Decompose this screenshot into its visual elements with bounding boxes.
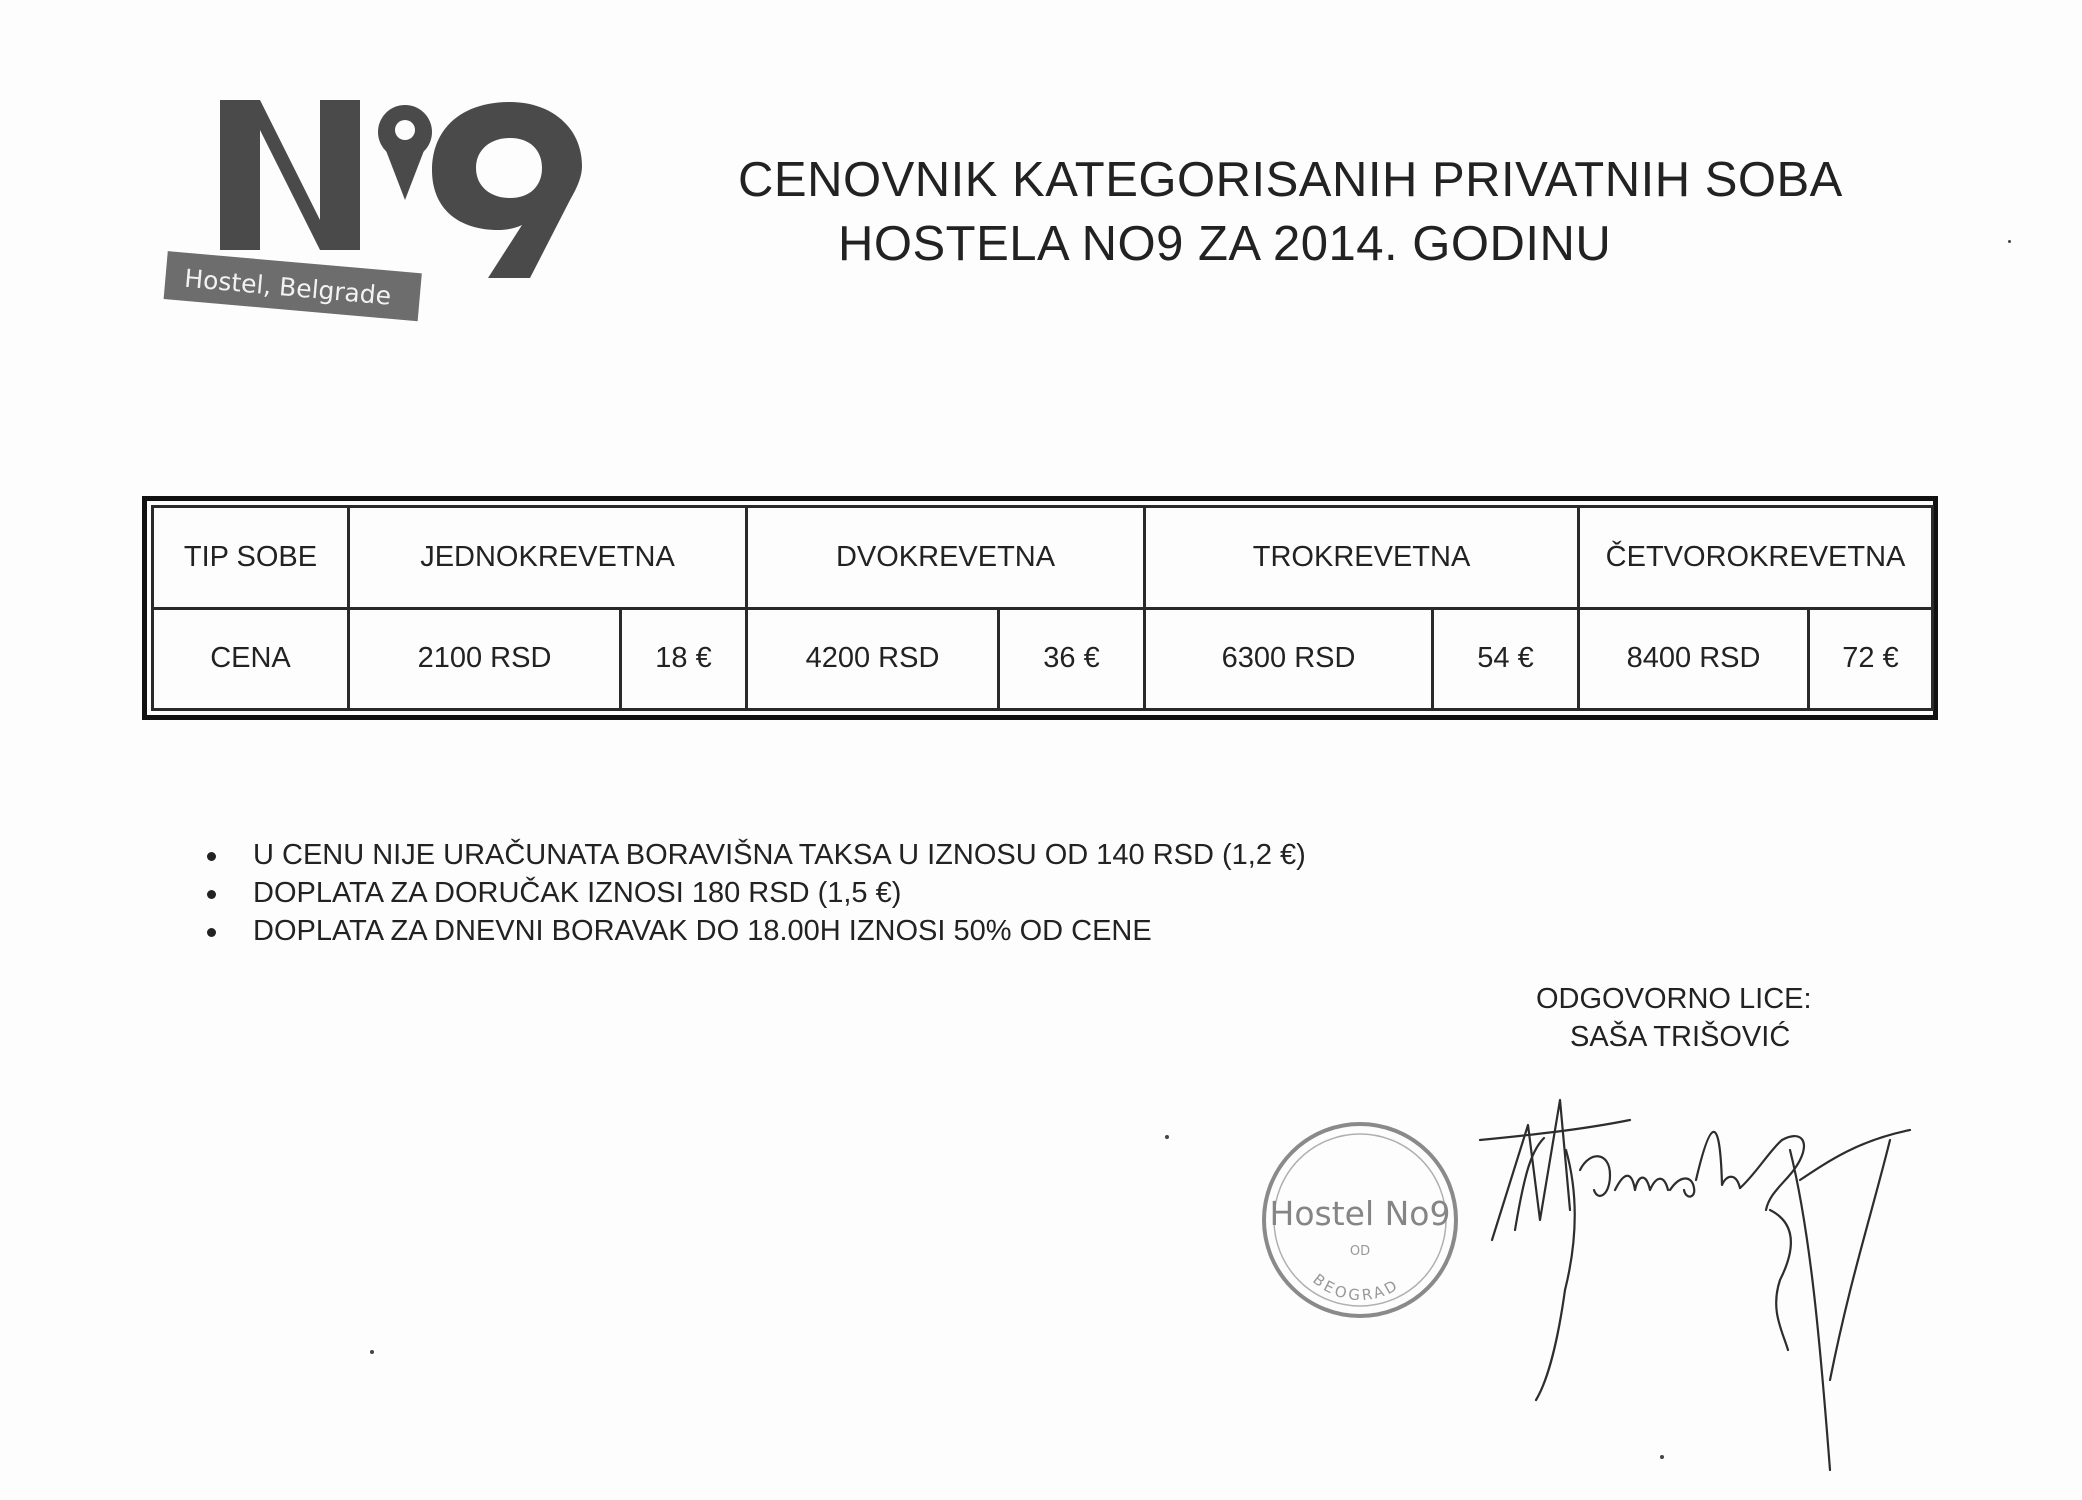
scan-speck [2008, 240, 2011, 243]
responsible-person [1530, 980, 1850, 1056]
price-rsd-triple: 6300 RSD [1145, 608, 1433, 710]
price-rsd-single: 2100 RSD [349, 608, 621, 710]
price-eur-quadruple: 72 € [1809, 608, 1933, 710]
stamp-sub: OD [1349, 1244, 1371, 1259]
hostel-logo [160, 90, 620, 340]
table-price-row [153, 608, 1933, 710]
room-type-double: DVOKREVETNA [747, 507, 1145, 609]
price-rsd-double: 4200 RSD [747, 608, 999, 710]
hostel-stamp [1250, 1110, 1470, 1330]
note-item: U CENU NIJE URAČUNATA BORAVIŠNA TAKSA U IZNOSU OD 140 RSD (1,2 €) [205, 836, 1306, 874]
note-item: DOPLATA ZA DNEVNI BORAVAK DO 18.00H IZNOSI 50% OD CENE [205, 912, 1306, 950]
header-label-cell: TIP SOBE [153, 507, 349, 609]
table-header-row [153, 507, 1933, 609]
row-label-cell: CENA [153, 608, 349, 710]
scan-speck [370, 1350, 374, 1354]
document-title [700, 148, 1960, 276]
logo-tagline: Hostel, Belgrade [183, 263, 393, 311]
scan-speck [1165, 1135, 1169, 1139]
handwritten-signature [1470, 1080, 1950, 1480]
room-type-single: JEDNOKREVETNA [349, 507, 747, 609]
responsible-label: ODGOVORNO LICE: [1536, 983, 1812, 1015]
price-rsd-quadruple: 8400 RSD [1579, 608, 1809, 710]
scan-speck [1660, 1455, 1664, 1459]
price-eur-single: 18 € [621, 608, 747, 710]
stamp-name: Hostel No9 [1269, 1194, 1451, 1233]
note-item: DOPLATA ZA DORUČAK IZNOSI 180 RSD (1,5 €) [205, 874, 1306, 912]
room-type-triple: TROKREVETNA [1145, 507, 1579, 609]
stamp-city: BEOGRAD [1309, 1270, 1403, 1305]
price-eur-triple: 54 € [1433, 608, 1579, 710]
price-eur-double: 36 € [999, 608, 1145, 710]
title-line-2: HOSTELA NO9 ZA 2014. GODINU [838, 217, 1612, 271]
notes-list [205, 836, 1306, 950]
svg-text:BEOGRAD [1309, 1270, 1402, 1304]
title-line-1: CENOVNIK KATEGORISANIH PRIVATNIH SOBA [738, 153, 1843, 207]
price-table [142, 496, 1938, 720]
responsible-name: SAŠA TRIŠOVIĆ [1570, 1021, 1791, 1053]
room-type-quadruple: ČETVOROKREVETNA [1579, 507, 1933, 609]
